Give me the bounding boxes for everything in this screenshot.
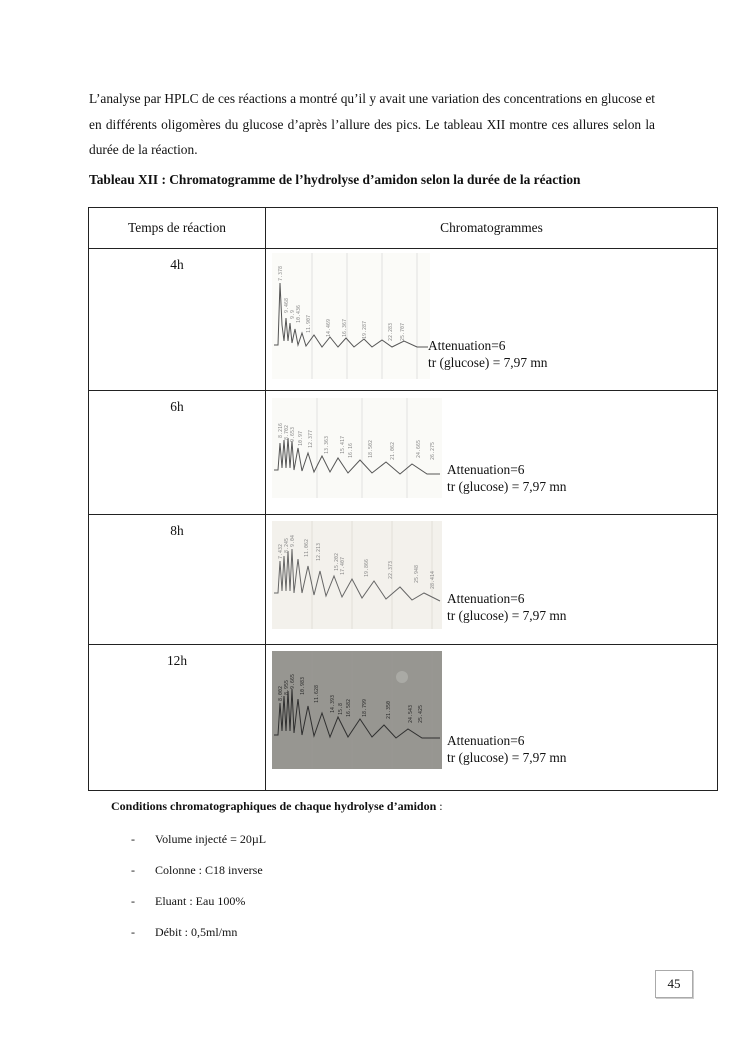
- conditions-title-text: Conditions chromatographiques de chaque hydrolyse d’amidon: [111, 799, 437, 813]
- chromatogram-image-4h: [272, 253, 430, 379]
- svg-text:7.432: 7.432: [278, 543, 284, 559]
- svg-text:16.16: 16.16: [348, 442, 354, 458]
- svg-text:11.907: 11.907: [306, 314, 312, 333]
- bullet: -: [131, 832, 135, 846]
- svg-text:25.948: 25.948: [414, 564, 420, 583]
- attenuation-label: Attenuation=6: [428, 338, 506, 353]
- bullet: -: [131, 925, 135, 939]
- chromatogram-annotation-6h: [447, 461, 567, 495]
- chromatogram-image-12h: [272, 651, 442, 769]
- chromatogram-annotation-12h: [447, 732, 567, 766]
- svg-text:25.707: 25.707: [400, 322, 406, 341]
- svg-text:8.216: 8.216: [278, 422, 284, 438]
- svg-text:18.502: 18.502: [368, 439, 374, 458]
- table-row: [89, 249, 718, 391]
- reaction-time-6h: 6h: [89, 391, 266, 515]
- svg-text:21.062: 21.062: [390, 441, 396, 460]
- table-caption: Tableau XII : Chromatogramme de l’hydrolyse d’amidon selon la durée de la réaction: [89, 172, 581, 187]
- page-number: 45: [655, 970, 693, 998]
- svg-text:7.378: 7.378: [278, 265, 284, 281]
- svg-text:17.407: 17.407: [340, 556, 346, 575]
- svg-text:15.8: 15.8: [338, 702, 344, 715]
- chromatogram-annotation-4h: [428, 337, 548, 371]
- svg-text:12.377: 12.377: [308, 429, 314, 448]
- svg-text:19.287: 19.287: [362, 320, 368, 339]
- svg-text:12.213: 12.213: [316, 542, 322, 561]
- svg-text:8.702: 8.702: [284, 424, 290, 440]
- svg-text:15.417: 15.417: [340, 435, 346, 454]
- chromatogram-cell-6h: [266, 391, 718, 515]
- conditions-title: [111, 799, 443, 814]
- svg-text:9.653: 9.653: [290, 426, 296, 442]
- bullet: -: [131, 863, 135, 877]
- svg-text:9.665: 9.665: [290, 673, 296, 689]
- svg-text:28.414: 28.414: [430, 570, 436, 589]
- condition-eluant: Eluant : Eau 100%: [155, 894, 246, 908]
- chromatogram-cell-8h: [266, 515, 718, 645]
- svg-text:24.665: 24.665: [416, 439, 422, 458]
- svg-text:9.9: 9.9: [290, 309, 296, 319]
- header-chromatograms: Chromatogrammes: [266, 208, 718, 249]
- chromatogram-cell-12h: [266, 645, 718, 791]
- svg-text:21.350: 21.350: [386, 700, 392, 719]
- svg-text:9.468: 9.468: [284, 297, 290, 313]
- svg-text:10.983: 10.983: [300, 676, 306, 695]
- table-row: [89, 645, 718, 791]
- chromatogram-image-6h: [272, 398, 442, 498]
- table-row: [89, 515, 718, 645]
- svg-text:16.582: 16.582: [346, 698, 352, 717]
- svg-text:22.373: 22.373: [388, 560, 394, 579]
- attenuation-label: Attenuation=6: [447, 591, 525, 606]
- svg-text:24.543: 24.543: [408, 704, 414, 723]
- condition-column: Colonne : C18 inverse: [155, 863, 263, 877]
- list-item: [131, 832, 266, 863]
- svg-text:10.97: 10.97: [298, 430, 304, 446]
- reaction-time-12h: 12h: [89, 645, 266, 791]
- list-item: [131, 925, 266, 956]
- svg-text:10.436: 10.436: [296, 304, 302, 323]
- svg-text:26.275: 26.275: [430, 441, 436, 460]
- svg-text:9.04: 9.04: [290, 534, 296, 547]
- svg-text:25.425: 25.425: [418, 704, 424, 723]
- list-item: [131, 863, 266, 894]
- svg-text:8.245: 8.245: [284, 537, 290, 553]
- svg-text:11.062: 11.062: [304, 538, 310, 557]
- retention-time-label: tr (glucose) = 7,97 mn: [447, 750, 567, 765]
- reaction-time-8h: 8h: [89, 515, 266, 645]
- svg-text:13.363: 13.363: [324, 435, 330, 454]
- table-header-row: [89, 208, 718, 249]
- chromatogram-cell-4h: [266, 249, 718, 391]
- svg-text:11.628: 11.628: [314, 684, 320, 703]
- svg-text:8.955: 8.955: [284, 679, 290, 695]
- svg-text:16.367: 16.367: [342, 318, 348, 337]
- svg-text:15.202: 15.202: [334, 552, 340, 571]
- reaction-time-4h: 4h: [89, 249, 266, 391]
- retention-time-label: tr (glucose) = 7,97 mn: [428, 355, 548, 370]
- conditions-colon: :: [439, 799, 443, 813]
- svg-text:18.799: 18.799: [362, 698, 368, 717]
- bullet: -: [131, 894, 135, 908]
- condition-flow-rate: Débit : 0,5ml/mn: [155, 925, 238, 939]
- svg-text:19.866: 19.866: [364, 558, 370, 577]
- header-reaction-time: Temps de réaction: [89, 208, 266, 249]
- chromatogram-annotation-8h: [447, 590, 567, 624]
- svg-text:8.002: 8.002: [278, 685, 284, 701]
- attenuation-label: Attenuation=6: [447, 462, 525, 477]
- retention-time-label: tr (glucose) = 7,97 mn: [447, 608, 567, 623]
- conditions-list: [131, 832, 266, 956]
- condition-volume: Volume injecté = 20µL: [155, 832, 267, 846]
- intro-paragraph: L’analyse par HPLC de ces réactions a montré qu’il y avait une variation des concentrations en glucose et en différents oligomères du glucose d’après l’allure des pics. Le tableau XII montre ces allures selon la durée de la réaction.: [89, 91, 655, 157]
- attenuation-label: Attenuation=6: [447, 733, 525, 748]
- table-row: [89, 391, 718, 515]
- svg-text:14.393: 14.393: [330, 694, 336, 713]
- chromatogram-image-8h: [272, 521, 442, 629]
- chromatogram-table: [88, 207, 718, 791]
- svg-text:22.283: 22.283: [388, 322, 394, 341]
- svg-text:14.469: 14.469: [326, 318, 332, 337]
- list-item: [131, 894, 266, 925]
- retention-time-label: tr (glucose) = 7,97 mn: [447, 479, 567, 494]
